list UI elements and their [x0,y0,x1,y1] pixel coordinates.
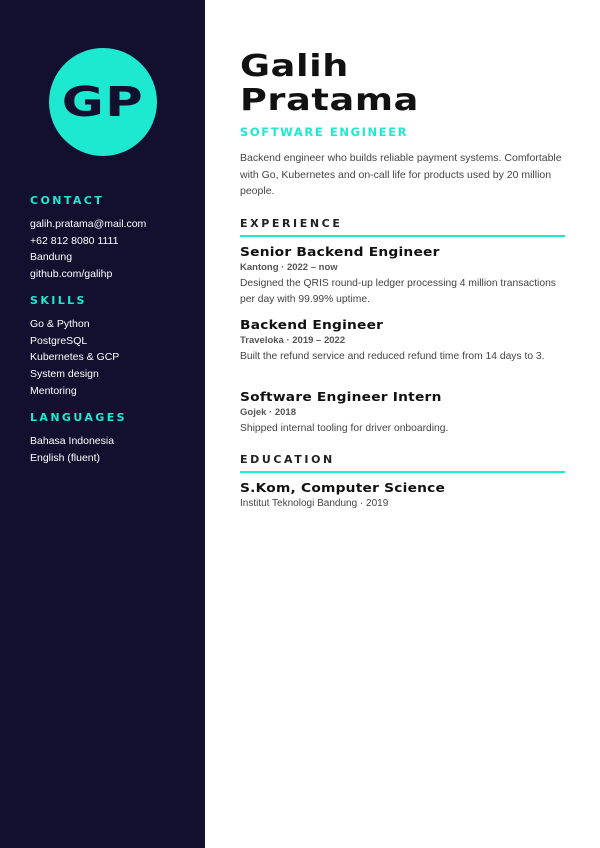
job-role: SOFTWARE ENGINEER [240,125,409,139]
first-name: Galih [240,49,349,84]
education-item [240,481,566,512]
contact-email: galih.pratama@mail.com [30,218,147,230]
job-title: Senior Backend Engineer [240,245,440,259]
sidebar [0,0,205,848]
skill-item: Go & Python [30,318,90,330]
experience-item [240,245,566,307]
candidate-name [240,49,419,118]
job-description: Shipped internal tooling for driver onboarding. [240,423,449,434]
skills-heading: SKILLS [30,294,87,307]
degree-title: S.Kom, Computer Science [240,481,446,495]
job-meta: Traveloka · 2019 – 2022 [240,335,346,346]
job-description: Designed the QRIS round-up ledger processing 4 million transactions per day with 99.99% uptime. [240,278,556,305]
job-title: Backend Engineer [240,318,384,332]
contact-location: Bandung [30,251,73,264]
job-meta: Gojek · 2018 [240,407,296,418]
skill-item: System design [30,368,99,381]
skills-list [30,316,200,400]
skill-item: Kubernetes & GCP [30,351,120,364]
experience-item [240,390,566,437]
job-meta: Kantong · 2022 – now [240,262,338,273]
avatar-initials: GP [61,78,145,126]
education-heading: EDUCATION [240,453,565,473]
profile-summary: Backend engineer who builds reliable payment systems. Comfortable with Go, Kubernetes and on-call life for products used by 20 million people. [240,152,562,198]
languages-list [30,433,200,466]
last-name: Pratama [240,83,419,118]
job-description: Built the refund service and reduced refund time from 14 days to 3. [240,351,545,362]
skill-item: PostgreSQL [30,334,88,347]
contact-github: github.com/galihp [30,268,113,281]
contact-phone: +62 812 8080 1111 [30,234,119,247]
degree-meta: Institut Teknologi Bandung · 2019 [240,498,389,509]
languages-heading: LANGUAGES [30,411,127,424]
contact-list [30,216,200,283]
contact-section [30,194,200,283]
language-item: Bahasa Indonesia [30,435,115,447]
skills-section [30,294,200,400]
languages-section [30,411,200,466]
experience-heading: EXPERIENCE [240,217,565,237]
experience-item [240,318,566,365]
skill-item: Mentoring [30,384,77,397]
avatar [49,48,157,156]
contact-heading: CONTACT [30,194,105,207]
language-item: English (fluent) [30,451,101,464]
job-title: Software Engineer Intern [240,390,442,404]
